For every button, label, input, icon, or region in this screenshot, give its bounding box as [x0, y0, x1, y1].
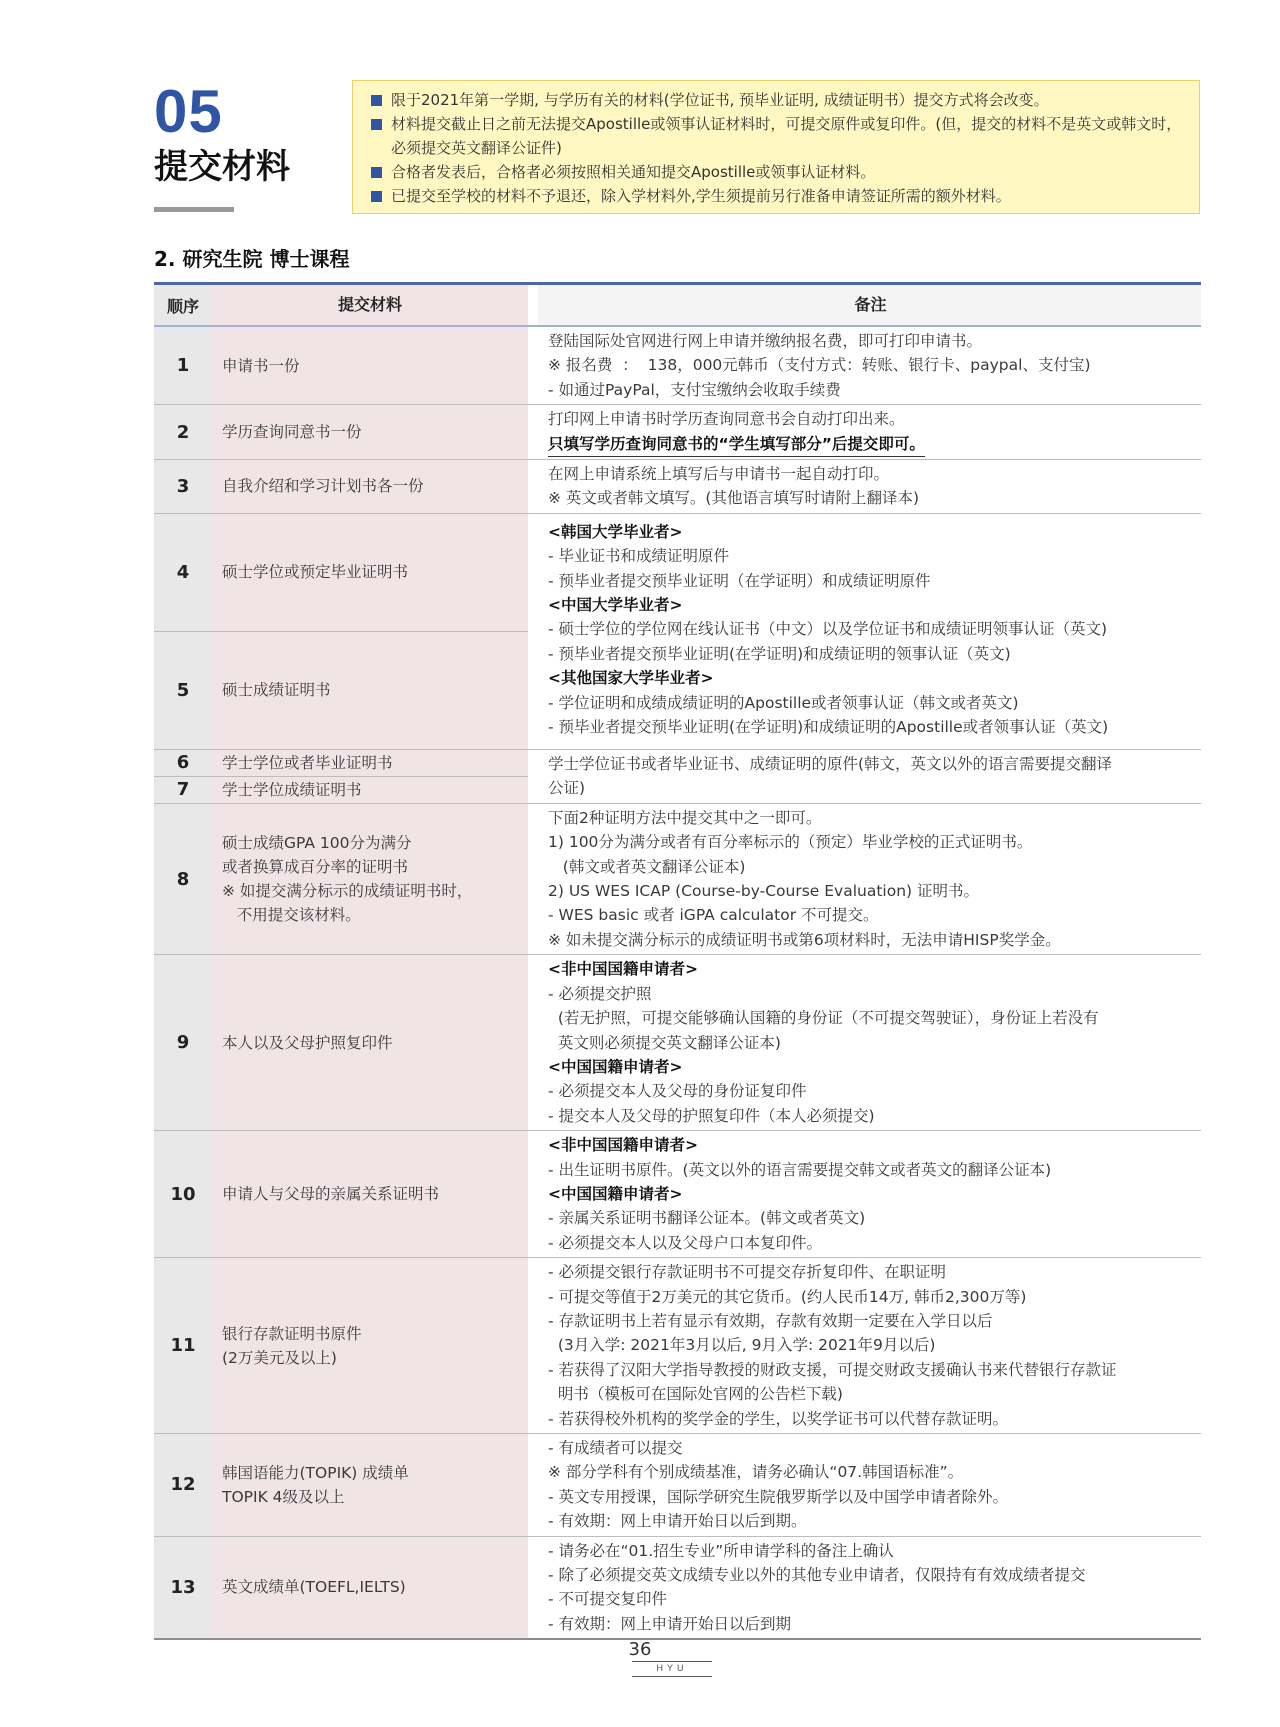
note-line [548, 928, 1193, 952]
notice-item [371, 112, 1185, 160]
column-gap [528, 1258, 538, 1434]
page-number: 36 [628, 1639, 652, 1660]
note-text: - 必须提交本人以及父母户口本复印件。 [548, 1233, 823, 1252]
material-name: 申请书一份 [212, 326, 528, 405]
note-text: 下面2种证明方法中提交其中之一即可。 [548, 808, 822, 827]
row-number: 5 [154, 631, 212, 749]
notes-cell [538, 326, 1201, 405]
column-gap [528, 460, 538, 514]
note-line [548, 806, 1193, 830]
note-line [548, 329, 1193, 353]
note-text: ※ 部分学科有个别成绩基准，请务必确认“07.韩国语标准”。 [548, 1463, 964, 1482]
note-line [548, 1206, 1193, 1230]
note-line [548, 1309, 1193, 1333]
note-text: - 必须提交本人及父母的身份证复印件 [548, 1082, 807, 1101]
note-line [548, 432, 1193, 457]
note-text: - 出生证明书原件。(英文以外的语言需要提交韩文或者英文的翻译公证本) [548, 1160, 1052, 1179]
table-row [154, 513, 1201, 631]
row-number: 1 [154, 326, 212, 405]
note-line [548, 353, 1193, 377]
note-line [548, 855, 1193, 879]
note-line [548, 1436, 1193, 1460]
notes-cell [538, 513, 1201, 749]
notice-item [371, 88, 1185, 112]
row-number: 8 [154, 803, 212, 954]
notice-text: 合格者发表后，合格者必须按照相关通知提交Apostille或领事认证材料。 [391, 163, 876, 181]
note-text: ※ 报名费 ： 138，000元韩币（支付方式：转账、银行卡、paypal、支付宝) [548, 356, 1091, 375]
note-line [548, 1509, 1193, 1533]
note-text: 公证) [548, 779, 586, 798]
note-line [548, 982, 1193, 1006]
note-heading: <中国国籍申请者> [548, 1057, 683, 1076]
note-text: - 有效期：网上申请开始日以后到期。 [548, 1512, 807, 1531]
table-row [154, 1434, 1201, 1537]
column-gap [528, 405, 538, 460]
note-line [548, 715, 1193, 739]
table-row [154, 1131, 1201, 1258]
note-text: (若无护照，可提交能够确认国籍的身份证（不可提交驾驶证），身份证上若没有 [548, 1009, 1099, 1028]
note-line [548, 569, 1193, 593]
material-name: 学士学位或者毕业证明书 [212, 749, 528, 776]
notes-cell [538, 749, 1201, 803]
note-text: (韩文或者英文翻译公证本) [548, 857, 746, 876]
notes-cell [538, 1131, 1201, 1258]
note-line [548, 407, 1193, 431]
table-row [154, 460, 1201, 514]
material-name: 硕士学位或预定毕业证明书 [212, 513, 528, 631]
note-heading: 只填写学历查询同意书的“学生填写部分”后提交即可。 [548, 432, 925, 457]
material-name: 硕士成绩GPA 100分为满分 或者换算成百分率的证明书 ※ 如提交满分标示的成绩证明书时， 不用提交该材料。 [212, 803, 528, 954]
column-gap [528, 513, 538, 749]
material-name: 英文成绩单(TOEFL,IELTS) [212, 1536, 528, 1639]
material-name: 自我介绍和学习计划书各一份 [212, 460, 528, 514]
notice-text: 已提交至学校的材料不予退还，除入学材料外,学生须提前另行准备申请签证所需的额外材料。 [391, 187, 1011, 205]
note-text: - 存款证明书上若有显示有效期，存款有效期一定要在入学日以后 [548, 1311, 993, 1330]
note-heading: <非中国国籍申请者> [548, 1136, 698, 1155]
header-material: 提交材料 [212, 284, 528, 327]
note-line [548, 1104, 1193, 1128]
note-text: - 必须提交银行存款证明书不可提交存折复印件、在职证明 [548, 1263, 947, 1282]
material-name: 韩国语能力(TOPIK) 成绩单 TOPIK 4级及以上 [212, 1434, 528, 1537]
table-row [154, 1536, 1201, 1639]
notice-box [352, 80, 1200, 214]
note-line [548, 593, 1193, 617]
note-text: 打印网上申请书时学历查询同意书会自动打印出来。 [548, 410, 905, 429]
note-text: 1) 100分为满分或者有百分率标示的（预定）毕业学校的正式证明书。 [548, 833, 1033, 852]
note-text: - WES basic 或者 iGPA calculator 不可提交。 [548, 906, 879, 925]
note-text: - 可提交等值于2万美元的其它货币。(约人民币14万, 韩币2,300万等) [548, 1287, 1027, 1306]
note-line [548, 1079, 1193, 1103]
note-line [548, 1563, 1193, 1587]
note-line [548, 1358, 1193, 1382]
note-heading: <其他国家大学毕业者> [548, 669, 714, 688]
table-heading: 2. 研究生院 博士课程 [154, 247, 350, 271]
notes-cell [538, 405, 1201, 460]
note-text: ※ 如未提交满分标示的成绩证明书或第6项材料时，无法申请HISP奖学金。 [548, 930, 1061, 949]
note-text: - 预毕业者提交预毕业证明(在学证明)和成绩证明的领事认证（英文) [548, 644, 1011, 663]
note-text: (3月入学: 2021年3月以后, 9月入学: 2021年9月以后) [548, 1336, 936, 1355]
notes-cell [538, 460, 1201, 514]
note-line [548, 378, 1193, 402]
table-row [154, 405, 1201, 460]
note-line [548, 830, 1193, 854]
note-line [548, 1382, 1193, 1406]
note-text: - 提交本人及父母的护照复印件（本人必须提交) [548, 1106, 875, 1125]
note-text: 明书（模板可在国际处官网的公告栏下载) [548, 1385, 843, 1404]
row-number: 3 [154, 460, 212, 514]
note-text: - 请务必在“01.招生专业”所申请学科的备注上确认 [548, 1541, 894, 1560]
material-name: 申请人与父母的亲属关系证明书 [212, 1131, 528, 1258]
row-number: 7 [154, 776, 212, 803]
note-line [548, 903, 1193, 927]
note-text: 英文则必须提交英文翻译公证本) [548, 1033, 781, 1052]
note-line [548, 1158, 1193, 1182]
note-text: ※ 英文或者韩文填写。(其他语言填写时请附上翻译本) [548, 489, 920, 508]
notes-cell [538, 1434, 1201, 1537]
note-line [548, 879, 1193, 903]
table-row [154, 1258, 1201, 1434]
note-text: - 若获得了汉阳大学指导教授的财政支援，可提交财政支援确认书来代替银行存款证 [548, 1360, 1117, 1379]
note-text: - 除了必须提交英文成绩专业以外的其他专业申请者，仅限持有有效成绩者提交 [548, 1566, 1086, 1585]
note-line [548, 486, 1193, 510]
note-line [548, 1031, 1193, 1055]
row-number: 6 [154, 749, 212, 776]
note-text: - 预毕业者提交预毕业证明（在学证明）和成绩证明原件 [548, 571, 931, 590]
notice-item [371, 184, 1185, 208]
note-text: - 学位证明和成绩成绩证明的Apostille或者领事认证（韩文或者英文) [548, 693, 1019, 712]
note-text: - 预毕业者提交预毕业证明(在学证明)和成绩证明的Apostille或者领事认证（英文) [548, 718, 1109, 737]
column-gap [528, 1434, 538, 1537]
table-row [154, 326, 1201, 405]
square-bullet-icon [371, 119, 382, 130]
table-header-row [154, 284, 1201, 327]
column-gap [528, 1131, 538, 1258]
table-row [154, 955, 1201, 1131]
material-name: 本人以及父母护照复印件 [212, 955, 528, 1131]
row-number: 2 [154, 405, 212, 460]
square-bullet-icon [371, 167, 382, 178]
table-row [154, 803, 1201, 954]
note-text: 学士学位证书或者毕业证书、成绩证明的原件(韩文，英文以外的语言需要提交翻译 [548, 754, 1113, 773]
note-line [548, 957, 1193, 981]
note-line [548, 1539, 1193, 1563]
notice-text: 限于2021年第一学期, 与学历有关的材料(学位证书, 预毕业证明, 成绩证明书）提交方式将会改变。 [391, 91, 1049, 109]
note-text: - 如通过PayPal，支付宝缴纳会收取手续费 [548, 380, 841, 399]
note-line [548, 1407, 1193, 1431]
note-line [548, 1133, 1193, 1157]
note-line [548, 1182, 1193, 1206]
table-row [154, 749, 1201, 776]
note-line [548, 1231, 1193, 1255]
note-heading: <中国大学毕业者> [548, 596, 683, 615]
section-title: 提交材料 [154, 147, 290, 187]
header-notes: 备注 [538, 284, 1201, 327]
material-name: 银行存款证明书原件 (2万美元及以上) [212, 1258, 528, 1434]
note-text: - 亲属关系证明书翻译公证本。(韩文或者英文) [548, 1209, 866, 1228]
notes-cell [538, 1258, 1201, 1434]
material-name: 学历查询同意书一份 [212, 405, 528, 460]
row-number: 11 [154, 1258, 212, 1434]
materials-table [154, 282, 1201, 1640]
note-line [548, 666, 1193, 690]
row-number: 10 [154, 1131, 212, 1258]
note-text: - 有效期：网上申请开始日以后到期 [548, 1614, 792, 1633]
column-gap [528, 326, 538, 405]
note-line [548, 642, 1193, 666]
material-name: 学士学位成绩证明书 [212, 776, 528, 803]
note-line [548, 1333, 1193, 1357]
note-text: 在网上申请系统上填写后与申请书一起自动打印。 [548, 465, 890, 484]
note-text: 登陆国际处官网进行网上申请并缴纳报名费，即可打印申请书。 [548, 332, 983, 350]
note-text: - 英文专用授课，国际学研究生院俄罗斯学以及中国学申请者除外。 [548, 1487, 1009, 1506]
note-text: - 有成绩者可以提交 [548, 1439, 683, 1457]
note-line [548, 1485, 1193, 1509]
material-name: 硕士成绩证明书 [212, 631, 528, 749]
note-text: - 硕士学位的学位网在线认证书（中文）以及学位证书和成绩证明领事认证（英文) [548, 620, 1108, 639]
note-text: - 必须提交护照 [548, 984, 652, 1003]
notice-item [371, 160, 1185, 184]
note-line [548, 617, 1193, 641]
note-line [548, 752, 1193, 776]
row-number: 4 [154, 513, 212, 631]
note-line [548, 1587, 1193, 1611]
column-gap [528, 284, 538, 327]
square-bullet-icon [371, 191, 382, 202]
note-text: - 毕业证书和成绩证明原件 [548, 547, 730, 566]
section-number: 05 [154, 78, 223, 145]
note-line [548, 1006, 1193, 1030]
column-gap [528, 955, 538, 1131]
note-line [548, 1460, 1193, 1484]
column-gap [528, 749, 538, 803]
note-line [548, 1612, 1193, 1636]
row-number: 12 [154, 1434, 212, 1537]
notes-cell [538, 1536, 1201, 1639]
header-order: 顺序 [154, 284, 212, 327]
note-text: 2) US WES ICAP (Course-by-Course Evaluation) 证明书。 [548, 882, 979, 901]
note-line [548, 544, 1193, 568]
row-number: 13 [154, 1536, 212, 1639]
note-line [548, 462, 1193, 486]
note-line [548, 1285, 1193, 1309]
note-text: - 若获得校外机构的奖学金的学生，以奖学证书可以代替存款证明。 [548, 1409, 1009, 1428]
square-bullet-icon [371, 95, 382, 106]
note-line [548, 776, 1193, 800]
row-number: 9 [154, 955, 212, 1131]
notice-text: 材料提交截止日之前无法提交Apostille或领事认证材料时，可提交原件或复印件。(但，提交的材料不是英文或韩文时，必须提交英文翻译公证件) [391, 115, 1182, 157]
university-logo: HYU [632, 1661, 712, 1677]
section-title-underline [154, 207, 234, 212]
note-line [548, 1260, 1193, 1284]
note-text: - 不可提交复印件 [548, 1590, 668, 1609]
note-line [548, 691, 1193, 715]
note-heading: <中国国籍申请者> [548, 1184, 683, 1203]
notes-cell [538, 803, 1201, 954]
note-line [548, 520, 1193, 544]
notes-cell [538, 955, 1201, 1131]
column-gap [528, 1536, 538, 1639]
note-heading: <非中国国籍申请者> [548, 960, 698, 979]
column-gap [528, 803, 538, 954]
note-line [548, 1055, 1193, 1079]
note-heading: <韩国大学毕业者> [548, 522, 683, 541]
